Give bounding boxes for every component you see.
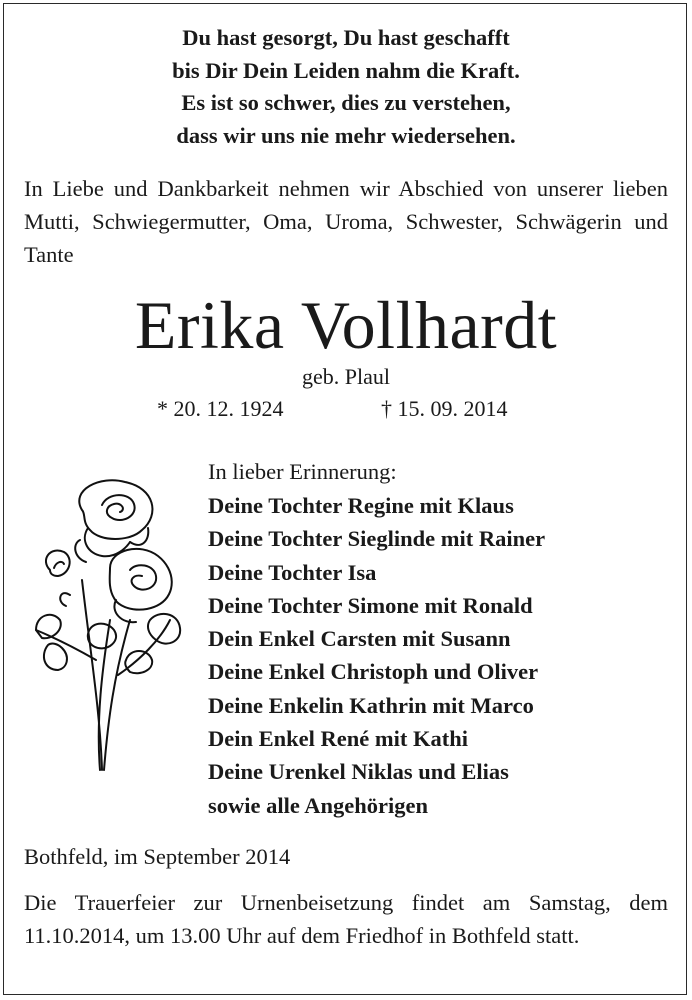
birth-date: * 20. 12. 1924 [157, 396, 284, 421]
mourner-line: Deine Tochter Simone mit Ronald [208, 592, 533, 618]
memory-heading: In lieber Erinnerung: [208, 459, 397, 484]
mourner-line: Dein Enkel René mit Kathi [208, 726, 469, 752]
mourner-line: sowie alle Angehörigen [208, 792, 428, 818]
intro-text: In Liebe und Dankbarkeit nehmen wir Abschied von unserer lieben Mutti, Schwiegermutter, Oma, Uroma, Schwester, Schwägerin und Tante [24, 176, 668, 267]
mourner-line: Dein Enkel Carsten mit Susann [208, 626, 511, 652]
verse [0, 22, 692, 152]
mourner-line: Deine Tochter Isa [208, 559, 377, 585]
mourner-line: Deine Enkel Christoph und Oliver [208, 659, 539, 685]
mourner-line: Deine Tochter Sieglinde mit Rainer [208, 526, 546, 552]
verse-line: dass wir uns nie mehr wiedersehen. [176, 122, 516, 148]
rose-icon [30, 470, 190, 780]
verse-line: bis Dir Dein Leiden nahm die Kraft. [172, 57, 520, 83]
place-date: Bothfeld, im September 2014 [24, 844, 291, 869]
verse-line: Es ist so schwer, dies zu verstehen, [181, 90, 511, 115]
mourner-line: Deine Tochter Regine mit Klaus [208, 493, 514, 518]
deceased-name: Erika Vollhardt [134, 287, 558, 363]
ceremony-text: Die Trauerfeier zur Urnenbeisetzung findet am Samstag, dem 11.10.2014, um 13.00 Uhr auf dem Friedhof in Bothfeld statt. [24, 890, 668, 948]
death-date: † 15. 09. 2014 [381, 396, 508, 421]
mourner-line: Deine Enkelin Kathrin mit Marco [208, 692, 534, 718]
verse-line: Du hast gesorgt, Du hast geschafft [182, 25, 510, 50]
mourner-line: Deine Urenkel Niklas und Elias [208, 759, 509, 785]
mourners-list [208, 489, 545, 822]
maiden-name: geb. Plaul [302, 364, 390, 389]
